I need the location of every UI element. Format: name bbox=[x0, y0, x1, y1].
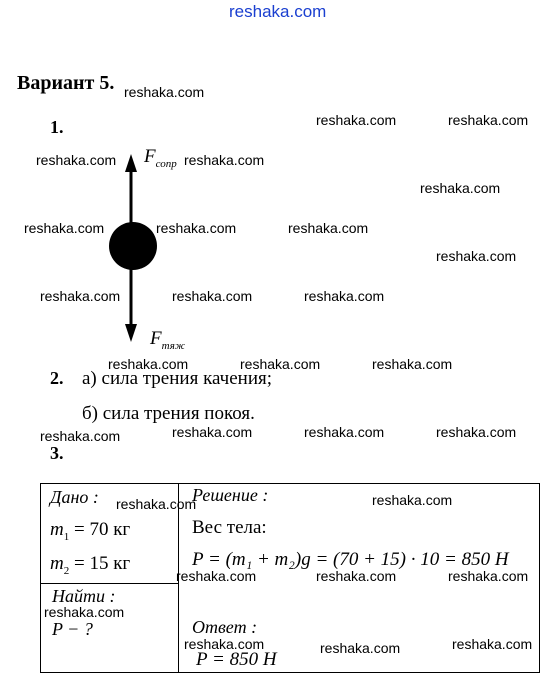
watermark: reshaka.com bbox=[420, 180, 501, 196]
watermark: reshaka.com bbox=[288, 220, 369, 236]
body-ball bbox=[109, 222, 157, 270]
up-arrow-icon bbox=[125, 154, 137, 172]
watermark: reshaka.com bbox=[372, 492, 453, 508]
top-watermark: reshaka.com bbox=[229, 2, 327, 21]
watermark: reshaka.com bbox=[240, 356, 321, 372]
force-diagram bbox=[100, 150, 160, 345]
watermark: reshaka.com bbox=[40, 288, 121, 304]
watermark: reshaka.com bbox=[108, 356, 189, 372]
watermark: reshaka.com bbox=[176, 568, 257, 584]
answer-2a: а) сила трения качения; bbox=[82, 368, 273, 389]
watermark: reshaka.com bbox=[304, 288, 385, 304]
question-2-number: 2. bbox=[50, 368, 64, 388]
down-arrow-icon bbox=[125, 324, 137, 342]
watermark: reshaka.com bbox=[448, 568, 529, 584]
answer-value: P = 850 Н bbox=[196, 649, 277, 670]
watermark: reshaka.com bbox=[184, 152, 265, 168]
watermark: reshaka.com bbox=[436, 424, 517, 440]
solution-text: Вес тела: bbox=[192, 517, 267, 538]
solution-title: Решение : bbox=[192, 485, 269, 505]
answer-2b: б) сила трения покоя. bbox=[82, 403, 255, 424]
given-m2: $m_2 = 15$ кг bbox=[50, 553, 131, 577]
watermark: reshaka.com bbox=[172, 288, 253, 304]
watermark: reshaka.com bbox=[316, 112, 397, 128]
variant-title: Вариант 5. bbox=[17, 72, 115, 94]
watermark: reshaka.com bbox=[116, 496, 197, 512]
watermark: reshaka.com bbox=[40, 428, 121, 444]
watermark: reshaka.com bbox=[452, 636, 533, 652]
find-value: P − ? bbox=[52, 619, 93, 639]
watermark: reshaka.com bbox=[36, 152, 117, 168]
force-down-label: $F_{тяж}$ bbox=[150, 328, 186, 352]
watermark: reshaka.com bbox=[320, 640, 401, 656]
solution-formula: P = (m₁ + m₂)g = (70 + 15) · 10 = 850 Н bbox=[192, 549, 509, 570]
watermark: reshaka.com bbox=[124, 84, 205, 100]
find-title: Найти : bbox=[52, 586, 116, 606]
watermark: reshaka.com bbox=[184, 636, 265, 652]
watermark: reshaka.com bbox=[156, 220, 237, 236]
watermark: reshaka.com bbox=[436, 248, 517, 264]
answer-title: Ответ : bbox=[192, 617, 258, 637]
given-m1: $m_1 = 70$ кг bbox=[50, 519, 131, 543]
question-1-number: 1. bbox=[50, 117, 64, 137]
watermark: reshaka.com bbox=[44, 604, 125, 620]
watermark: reshaka.com bbox=[448, 112, 529, 128]
watermark: reshaka.com bbox=[304, 424, 385, 440]
watermark: reshaka.com bbox=[24, 220, 105, 236]
given-title: Дано : bbox=[50, 487, 99, 507]
force-up-label: $F_{сопр}$ bbox=[144, 146, 177, 170]
watermark: reshaka.com bbox=[316, 568, 397, 584]
watermark: reshaka.com bbox=[172, 424, 253, 440]
question-3-number: 3. bbox=[50, 443, 64, 463]
watermark: reshaka.com bbox=[372, 356, 453, 372]
